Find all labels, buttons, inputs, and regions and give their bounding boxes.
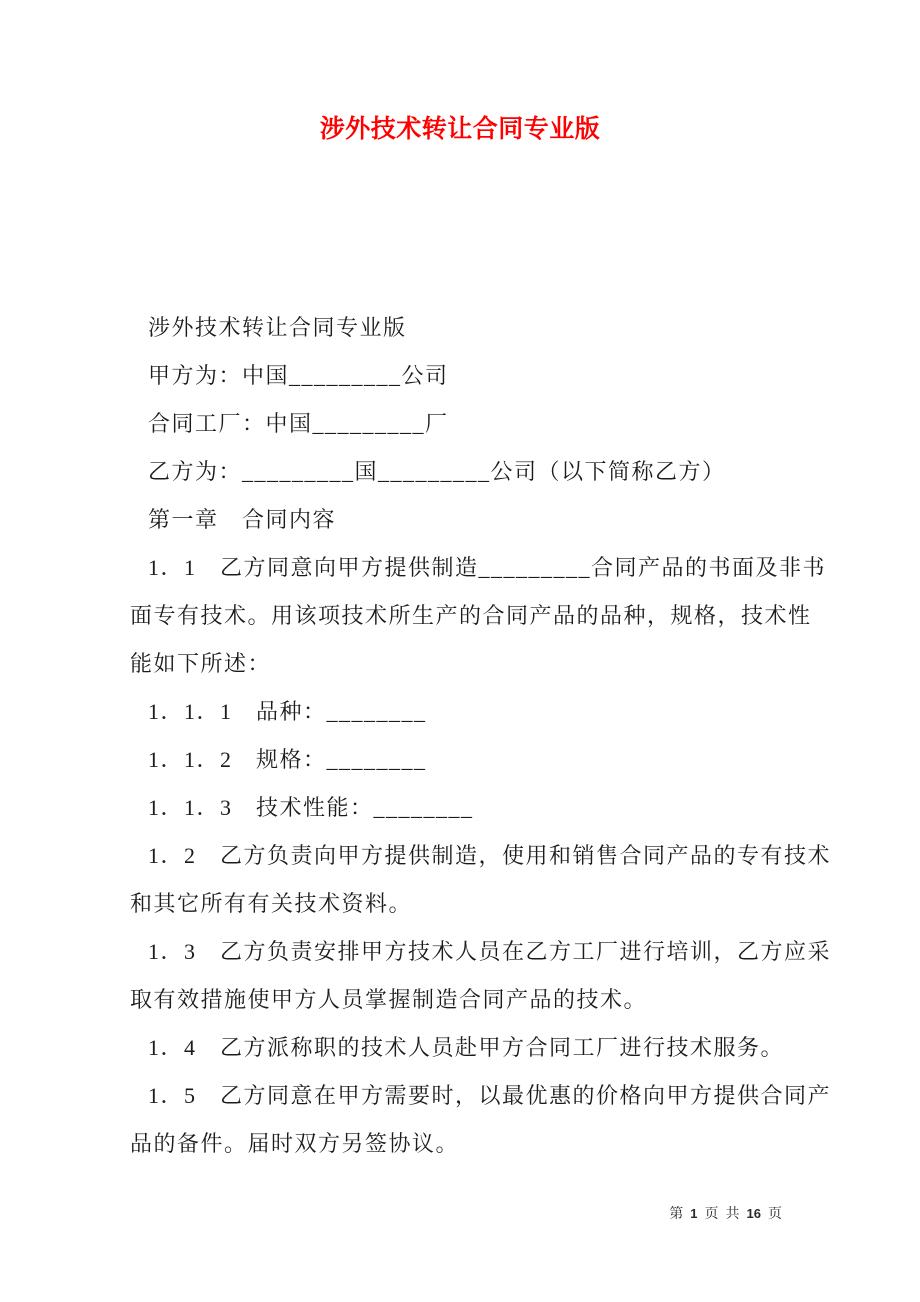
footer-conjunction-label: 共	[725, 1207, 740, 1222]
line-clause-1-1-1: 1．1．1 品种：________	[148, 699, 427, 724]
line-clause-1-5b: 品的备件。届时双方另签协议。	[130, 1131, 460, 1156]
line-clause-1-5a: 1．5 乙方同意在甲方需要时，以最优惠的价格向甲方提供合同产	[148, 1083, 832, 1108]
line-clause-1-1c: 能如下所述：	[130, 651, 272, 676]
line-clause-1-1-3: 1．1．3 技术性能：________	[148, 795, 474, 820]
line-contract-factory: 合同工厂：中国_________厂	[148, 411, 449, 436]
line-clause-1-4: 1．4 乙方派称职的技术人员赴甲方合同工厂进行技术服务。	[148, 1035, 785, 1060]
line-chapter-1-heading: 第一章 合同内容	[148, 507, 337, 532]
line-clause-1-1-2: 1．1．2 规格：________	[148, 747, 427, 772]
footer-prefix-label: 第	[669, 1207, 684, 1222]
line-clause-1-2b: 和其它所有有关技术资料。	[130, 891, 413, 916]
line-clause-1-2a: 1．2 乙方负责向甲方提供制造，使用和销售合同产品的专有技术	[148, 843, 832, 868]
footer-total-unit-label: 页	[768, 1207, 782, 1222]
footer-page-number: 1	[690, 1206, 698, 1221]
line-clause-1-1b: 面专有技术。用该项技术所生产的合同产品的品种，规格，技术性	[130, 603, 812, 628]
footer-total-pages: 16	[746, 1206, 761, 1221]
page-footer	[669, 1203, 782, 1226]
line-doc-subtitle: 涉外技术转让合同专业版	[148, 315, 407, 340]
line-party-a: 甲方为：中国_________公司	[148, 363, 449, 388]
footer-page-unit-label: 页	[704, 1207, 719, 1222]
line-party-b: 乙方为：_________国_________公司（以下简称乙方）	[148, 459, 726, 484]
line-clause-1-3b: 取有效措施使甲方人员掌握制造合同产品的技术。	[130, 987, 648, 1012]
document-title: 涉外技术转让合同专业版	[319, 116, 601, 143]
document-body	[130, 304, 832, 1168]
line-clause-1-1a: 1．1 乙方同意向甲方提供制造_________合同产品的书面及非书	[148, 555, 827, 580]
line-clause-1-3a: 1．3 乙方负责安排甲方技术人员在乙方工厂进行培训，乙方应采	[148, 939, 832, 964]
